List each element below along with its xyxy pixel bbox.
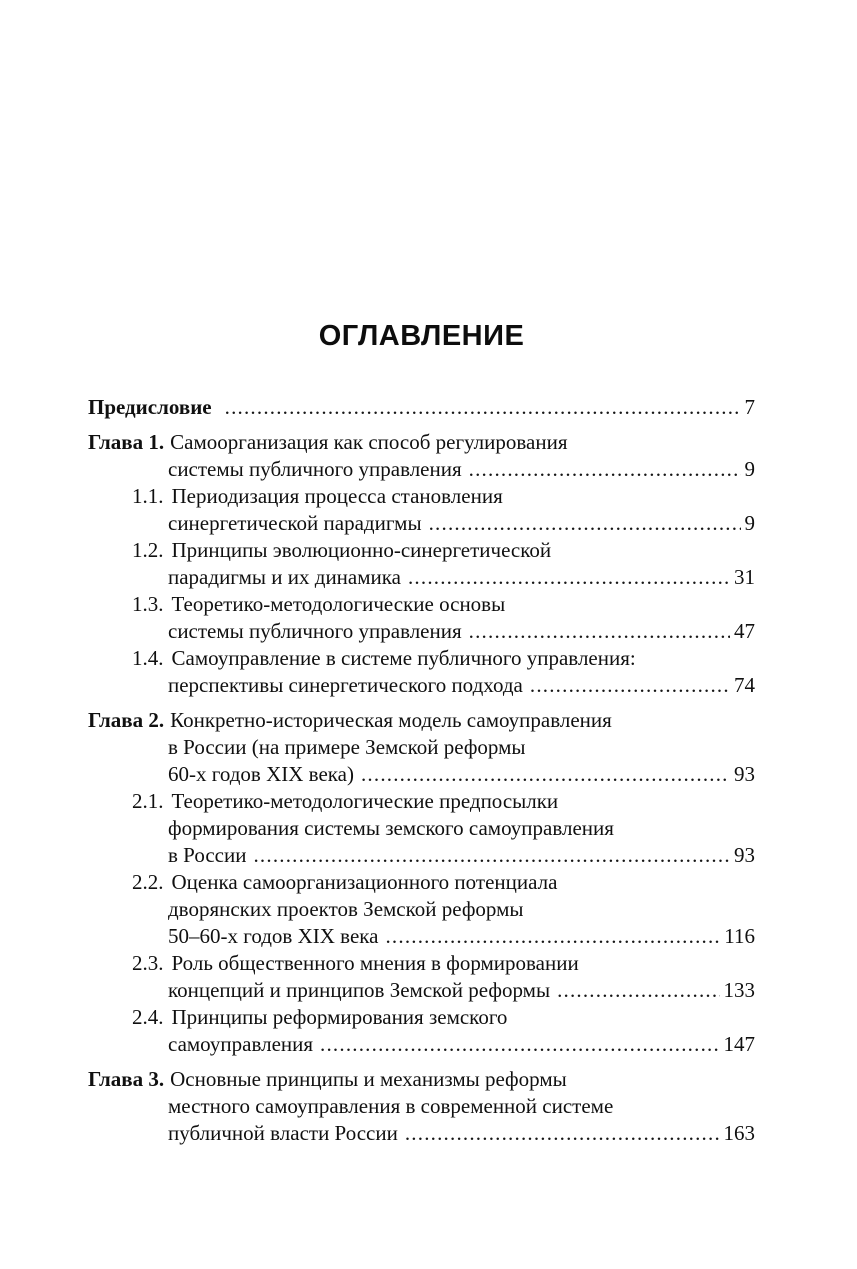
toc-entry-label: Глава 1. bbox=[88, 430, 165, 454]
toc-entry-text: системы публичного управления bbox=[168, 457, 462, 481]
toc-entry-text: в России bbox=[168, 843, 247, 867]
toc-section-number: 2.1. bbox=[132, 789, 164, 813]
toc-section-number: 2.2. bbox=[132, 870, 164, 894]
toc-entry-text: парадигмы и их динамика bbox=[168, 565, 401, 589]
toc-entry-text: концепций и принципов Земской реформы bbox=[168, 978, 551, 1002]
page-number: 31 bbox=[734, 565, 755, 589]
toc-entry-label: Глава 3. bbox=[88, 1067, 165, 1091]
toc-line bbox=[88, 923, 755, 950]
toc-entry-text: Оценка самоорганизационного потенциала bbox=[171, 870, 558, 894]
toc-line bbox=[88, 672, 755, 699]
toc-line bbox=[88, 788, 755, 815]
toc-line bbox=[88, 1120, 755, 1147]
page-number: 163 bbox=[723, 1121, 755, 1145]
toc-content bbox=[88, 318, 755, 1147]
toc-entry-label: Глава 2. bbox=[88, 708, 165, 732]
page-number: 47 bbox=[734, 619, 755, 643]
page-number: 93 bbox=[734, 762, 755, 786]
dot-leader bbox=[557, 977, 719, 1004]
page-title: ОГЛАВЛЕНИЕ bbox=[318, 320, 525, 352]
toc-section-number: 1.4. bbox=[132, 646, 164, 670]
toc-line bbox=[88, 394, 755, 421]
page-number: 116 bbox=[724, 924, 755, 948]
toc-line bbox=[88, 564, 755, 591]
toc-section-number: 2.4. bbox=[132, 1005, 164, 1029]
toc-entry-text: 50–60-х годов XIX века bbox=[168, 924, 379, 948]
toc-entry-text: синергетической парадигмы bbox=[168, 511, 422, 535]
dot-leader bbox=[253, 842, 730, 869]
toc-entry-text: дворянских проектов Земской реформы bbox=[168, 897, 524, 921]
dot-leader bbox=[320, 1031, 719, 1058]
toc-line bbox=[88, 842, 755, 869]
toc-section-number: 1.2. bbox=[132, 538, 164, 562]
page-number: 74 bbox=[734, 673, 755, 697]
toc-line bbox=[88, 1066, 755, 1093]
dot-leader bbox=[469, 618, 730, 645]
dot-leader bbox=[361, 761, 730, 788]
dot-leader bbox=[225, 394, 741, 421]
page-number: 7 bbox=[744, 395, 755, 419]
toc-line bbox=[88, 1004, 755, 1031]
toc-line bbox=[88, 510, 755, 537]
toc-entry bbox=[88, 429, 755, 483]
toc-entry bbox=[88, 591, 755, 645]
toc-entry bbox=[88, 394, 755, 421]
dot-leader bbox=[530, 672, 730, 699]
toc-entry-text: Конкретно-историческая модель самоуправления bbox=[170, 708, 612, 732]
toc-line bbox=[88, 950, 755, 977]
toc-entry-text: в России (на примере Земской реформы bbox=[168, 735, 526, 759]
toc-entry-text: Самоуправление в системе публичного управления: bbox=[171, 646, 636, 670]
toc-entry-text: 60-х годов XIX века) bbox=[168, 762, 354, 786]
toc-entry-label: Предисловие bbox=[88, 395, 212, 419]
dot-leader bbox=[408, 564, 730, 591]
toc-entry-text: перспективы синергетического подхода bbox=[168, 673, 523, 697]
toc-section-number: 1.3. bbox=[132, 592, 164, 616]
dot-leader bbox=[429, 510, 741, 537]
toc-line bbox=[88, 645, 755, 672]
dot-leader bbox=[405, 1120, 720, 1147]
dot-leader bbox=[385, 923, 720, 950]
toc-line bbox=[88, 456, 755, 483]
toc-entry bbox=[88, 1066, 755, 1147]
page-number: 9 bbox=[744, 457, 755, 481]
page-number: 147 bbox=[723, 1032, 755, 1056]
toc-entry-text: Роль общественного мнения в формировании bbox=[171, 951, 579, 975]
page-number: 133 bbox=[723, 978, 755, 1002]
toc-entry-text: публичной власти России bbox=[168, 1121, 398, 1145]
toc-entry-text: Принципы реформирования земского bbox=[171, 1005, 508, 1029]
toc-list bbox=[88, 394, 755, 1147]
toc-line bbox=[88, 1093, 755, 1120]
toc-line bbox=[88, 896, 755, 923]
toc-entry-text: Принципы эволюционно-синергетической bbox=[171, 538, 552, 562]
toc-line bbox=[88, 1031, 755, 1058]
toc-line bbox=[88, 869, 755, 896]
toc-entry-text: формирования системы земского самоуправления bbox=[168, 816, 614, 840]
toc-entry-text: Теоретико-методологические предпосылки bbox=[171, 789, 559, 813]
toc-entry-text: Теоретико-методологические основы bbox=[171, 592, 506, 616]
toc-entry-text: местного самоуправления в современной системе bbox=[168, 1094, 614, 1118]
toc-entry bbox=[88, 1004, 755, 1058]
toc-entry bbox=[88, 869, 755, 950]
toc-section-number: 1.1. bbox=[132, 484, 164, 508]
toc-line bbox=[88, 429, 755, 456]
toc-line bbox=[88, 483, 755, 510]
toc-section-number: 2.3. bbox=[132, 951, 164, 975]
dot-leader bbox=[469, 456, 741, 483]
page-number: 9 bbox=[744, 511, 755, 535]
toc-entry-text: Основные принципы и механизмы реформы bbox=[170, 1067, 567, 1091]
toc-line bbox=[88, 734, 755, 761]
toc-entry bbox=[88, 707, 755, 788]
toc-line bbox=[88, 537, 755, 564]
toc-line bbox=[88, 618, 755, 645]
page-number: 93 bbox=[734, 843, 755, 867]
toc-entry-text: самоуправления bbox=[168, 1032, 314, 1056]
toc-line bbox=[88, 707, 755, 734]
toc-entry-text: Периодизация процесса становления bbox=[171, 484, 503, 508]
toc-line bbox=[88, 761, 755, 788]
toc-entry bbox=[88, 788, 755, 869]
toc-entry-text: системы публичного управления bbox=[168, 619, 462, 643]
toc-line bbox=[88, 977, 755, 1004]
toc-entry bbox=[88, 645, 755, 699]
toc-entry bbox=[88, 483, 755, 537]
toc-entry bbox=[88, 950, 755, 1004]
toc-line bbox=[88, 815, 755, 842]
toc-entry bbox=[88, 537, 755, 591]
toc-line bbox=[88, 591, 755, 618]
toc-entry-text: Самоорганизация как способ регулирования bbox=[170, 430, 568, 454]
